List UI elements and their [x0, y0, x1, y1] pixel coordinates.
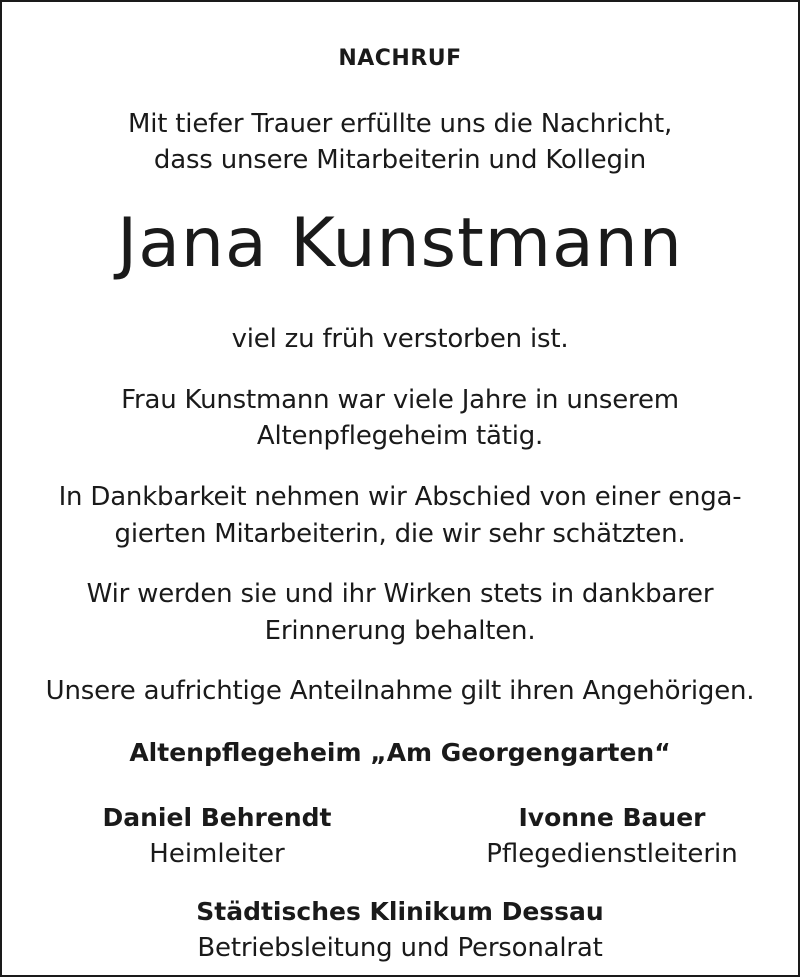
organization-name: Altenpflegeheim „Am Georgengarten“ — [129, 738, 671, 767]
paragraph-2-line-2: Altenpflegeheim tätig. — [256, 421, 544, 451]
deceased-name: Jana Kunstmann — [117, 204, 683, 283]
notice-heading: NACHRUF — [338, 46, 462, 71]
intro-line-2: dass unsere Mitarbeiterin und Kollegin — [153, 145, 647, 175]
signatory-name: Daniel Behrendt — [102, 803, 332, 832]
signatory-role: Heimleiter — [149, 839, 285, 869]
paragraph-4-line-2: Erinnerung behalten. — [264, 616, 536, 646]
signatory-name: Ivonne Bauer — [518, 803, 706, 832]
signatory-role: Pflegedienstleiterin — [486, 839, 738, 869]
paragraph-1-line-1: viel zu früh verstorben ist. — [231, 324, 569, 354]
footer-organization: Städtisches Klinikum Dessau — [196, 897, 604, 926]
signatory-right — [472, 800, 752, 873]
paragraph-4-line-1: Wir werden sie und ihr Wirken stets in dankbarer — [86, 579, 714, 609]
signatory-left — [87, 800, 347, 873]
intro-line-1: Mit tiefer Trauer erfüllte uns die Nachricht, — [127, 109, 673, 139]
paragraph-5-line-1: Unsere aufrichtige Anteilnahme gilt ihren Angehörigen. — [45, 676, 755, 706]
paragraph-3-line-2: gierten Mitarbeiterin, die wir sehr schätzten. — [114, 519, 686, 549]
paragraph-3-line-1: In Dankbarkeit nehmen wir Abschied von einer enga- — [58, 482, 742, 512]
paragraph-2-line-1: Frau Kunstmann war viele Jahre in unserem — [121, 385, 679, 415]
footer-department: Betriebsleitung und Personalrat — [197, 933, 603, 963]
